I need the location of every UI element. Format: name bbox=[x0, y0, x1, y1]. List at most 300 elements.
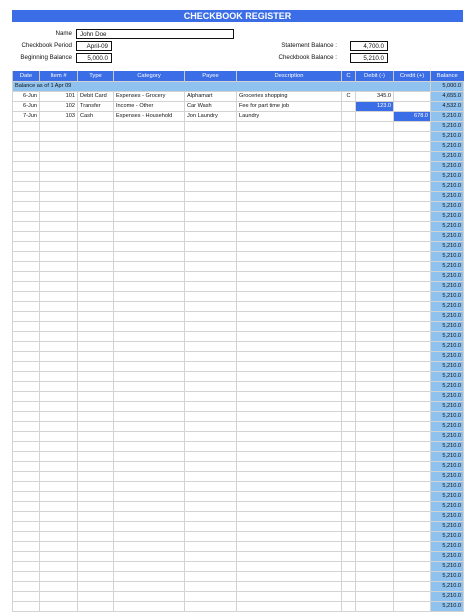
table-row[interactable] bbox=[13, 542, 464, 552]
cell-empty[interactable] bbox=[394, 142, 431, 152]
cell-empty[interactable] bbox=[185, 482, 237, 492]
cell-empty[interactable] bbox=[185, 422, 237, 432]
cell-empty[interactable] bbox=[78, 532, 114, 542]
cell-empty[interactable] bbox=[185, 502, 237, 512]
cell-empty[interactable] bbox=[356, 472, 394, 482]
cell-empty[interactable] bbox=[237, 382, 342, 392]
cell-empty[interactable] bbox=[237, 502, 342, 512]
cell-c[interactable]: C bbox=[342, 92, 356, 102]
cell-empty[interactable] bbox=[342, 152, 356, 162]
cell-empty[interactable] bbox=[342, 282, 356, 292]
cell-category[interactable]: Expenses - Household bbox=[114, 112, 185, 122]
col-description[interactable]: Description bbox=[237, 71, 342, 82]
table-row[interactable] bbox=[13, 212, 464, 222]
cell-empty[interactable] bbox=[185, 152, 237, 162]
cell-empty[interactable] bbox=[114, 372, 185, 382]
cell-empty[interactable] bbox=[13, 372, 40, 382]
cell-credit[interactable]: 678.0 bbox=[394, 112, 431, 122]
cell-empty[interactable] bbox=[394, 562, 431, 572]
cell-empty[interactable] bbox=[114, 602, 185, 612]
cell-empty[interactable] bbox=[342, 562, 356, 572]
cell-empty[interactable] bbox=[342, 122, 356, 132]
cell-empty[interactable] bbox=[114, 412, 185, 422]
cell-empty[interactable] bbox=[114, 362, 185, 372]
table-row[interactable] bbox=[13, 312, 464, 322]
table-row[interactable] bbox=[13, 132, 464, 142]
cell-empty[interactable] bbox=[40, 292, 78, 302]
cell-empty[interactable] bbox=[342, 372, 356, 382]
cell-empty[interactable] bbox=[342, 192, 356, 202]
cell-empty[interactable] bbox=[237, 512, 342, 522]
cell-empty[interactable] bbox=[185, 272, 237, 282]
cell-empty[interactable] bbox=[356, 282, 394, 292]
cell-empty[interactable] bbox=[13, 502, 40, 512]
cell-empty[interactable] bbox=[13, 512, 40, 522]
cell-empty[interactable] bbox=[78, 542, 114, 552]
cell-empty[interactable] bbox=[114, 312, 185, 322]
cell-empty[interactable] bbox=[356, 542, 394, 552]
cell-c[interactable] bbox=[342, 102, 356, 112]
cell-payee[interactable]: Car Wash bbox=[185, 102, 237, 112]
cell-empty[interactable] bbox=[356, 572, 394, 582]
cell-empty[interactable] bbox=[13, 542, 40, 552]
table-row[interactable] bbox=[13, 292, 464, 302]
beginning-balance-input[interactable]: 5,000.0 bbox=[76, 53, 112, 63]
cell-empty[interactable] bbox=[185, 512, 237, 522]
cell-empty[interactable] bbox=[356, 412, 394, 422]
cell-empty[interactable] bbox=[114, 272, 185, 282]
cell-empty[interactable] bbox=[78, 152, 114, 162]
table-row[interactable] bbox=[13, 562, 464, 572]
cell-empty[interactable] bbox=[237, 462, 342, 472]
cell-empty[interactable] bbox=[342, 472, 356, 482]
cell-empty[interactable] bbox=[237, 132, 342, 142]
cell-empty[interactable] bbox=[356, 512, 394, 522]
cell-empty[interactable] bbox=[78, 412, 114, 422]
cell-empty[interactable] bbox=[356, 232, 394, 242]
cell-empty[interactable] bbox=[114, 562, 185, 572]
cell-empty[interactable] bbox=[114, 502, 185, 512]
table-row[interactable] bbox=[13, 142, 464, 152]
cell-empty[interactable] bbox=[78, 432, 114, 442]
table-row[interactable] bbox=[13, 272, 464, 282]
cell-category[interactable]: Expenses - Grocery bbox=[114, 92, 185, 102]
cell-empty[interactable] bbox=[394, 412, 431, 422]
cell-empty[interactable] bbox=[342, 182, 356, 192]
cell-empty[interactable] bbox=[40, 222, 78, 232]
cell-empty[interactable] bbox=[40, 132, 78, 142]
cell-empty[interactable] bbox=[237, 262, 342, 272]
cell-empty[interactable] bbox=[13, 462, 40, 472]
cell-empty[interactable] bbox=[13, 362, 40, 372]
cell-empty[interactable] bbox=[114, 532, 185, 542]
cell-empty[interactable] bbox=[394, 352, 431, 362]
table-row[interactable] bbox=[13, 442, 464, 452]
cell-empty[interactable] bbox=[40, 532, 78, 542]
cell-empty[interactable] bbox=[356, 392, 394, 402]
table-row[interactable] bbox=[13, 112, 464, 122]
table-row[interactable] bbox=[13, 512, 464, 522]
cell-empty[interactable] bbox=[78, 172, 114, 182]
cell-empty[interactable] bbox=[237, 492, 342, 502]
cell-empty[interactable] bbox=[356, 202, 394, 212]
cell-empty[interactable] bbox=[78, 282, 114, 292]
cell-empty[interactable] bbox=[356, 162, 394, 172]
cell-empty[interactable] bbox=[356, 562, 394, 572]
cell-empty[interactable] bbox=[40, 332, 78, 342]
cell-empty[interactable] bbox=[114, 142, 185, 152]
cell-empty[interactable] bbox=[185, 362, 237, 372]
cell-empty[interactable] bbox=[78, 502, 114, 512]
cell-empty[interactable] bbox=[114, 522, 185, 532]
cell-empty[interactable] bbox=[356, 242, 394, 252]
cell-empty[interactable] bbox=[394, 402, 431, 412]
table-row[interactable] bbox=[13, 372, 464, 382]
cell-empty[interactable] bbox=[114, 542, 185, 552]
cell-empty[interactable] bbox=[78, 472, 114, 482]
cell-empty[interactable] bbox=[185, 592, 237, 602]
cell-empty[interactable] bbox=[40, 142, 78, 152]
cell-empty[interactable] bbox=[394, 332, 431, 342]
cell-empty[interactable] bbox=[342, 422, 356, 432]
cell-item[interactable]: 103 bbox=[40, 112, 78, 122]
cell-empty[interactable] bbox=[394, 522, 431, 532]
cell-empty[interactable] bbox=[114, 472, 185, 482]
cell-empty[interactable] bbox=[114, 352, 185, 362]
cell-empty[interactable] bbox=[114, 122, 185, 132]
cell-empty[interactable] bbox=[342, 402, 356, 412]
cell-empty[interactable] bbox=[356, 422, 394, 432]
cell-empty[interactable] bbox=[13, 232, 40, 242]
cell-empty[interactable] bbox=[356, 152, 394, 162]
cell-empty[interactable] bbox=[394, 602, 431, 612]
cell-empty[interactable] bbox=[185, 532, 237, 542]
cell-empty[interactable] bbox=[342, 172, 356, 182]
cell-empty[interactable] bbox=[185, 162, 237, 172]
cell-empty[interactable] bbox=[342, 202, 356, 212]
cell-empty[interactable] bbox=[13, 142, 40, 152]
cell-empty[interactable] bbox=[342, 512, 356, 522]
cell-empty[interactable] bbox=[78, 332, 114, 342]
cell-empty[interactable] bbox=[114, 322, 185, 332]
cell-empty[interactable] bbox=[40, 452, 78, 462]
cell-empty[interactable] bbox=[356, 592, 394, 602]
cell-empty[interactable] bbox=[237, 122, 342, 132]
table-row[interactable] bbox=[13, 412, 464, 422]
cell-empty[interactable] bbox=[185, 542, 237, 552]
cell-empty[interactable] bbox=[237, 472, 342, 482]
cell-empty[interactable] bbox=[237, 322, 342, 332]
cell-description[interactable]: Groceries shopping bbox=[237, 92, 342, 102]
table-row[interactable] bbox=[13, 362, 464, 372]
cell-empty[interactable] bbox=[237, 162, 342, 172]
cell-empty[interactable] bbox=[356, 462, 394, 472]
cell-debit[interactable]: 345.0 bbox=[356, 92, 394, 102]
cell-empty[interactable] bbox=[356, 382, 394, 392]
cell-empty[interactable] bbox=[237, 452, 342, 462]
cell-empty[interactable] bbox=[40, 192, 78, 202]
cell-empty[interactable] bbox=[356, 312, 394, 322]
cell-empty[interactable] bbox=[40, 472, 78, 482]
table-row[interactable] bbox=[13, 242, 464, 252]
cell-empty[interactable] bbox=[237, 222, 342, 232]
cell-empty[interactable] bbox=[394, 272, 431, 282]
cell-empty[interactable] bbox=[356, 212, 394, 222]
cell-payee[interactable]: Jon Laundry bbox=[185, 112, 237, 122]
cell-empty[interactable] bbox=[78, 512, 114, 522]
cell-empty[interactable] bbox=[114, 422, 185, 432]
cell-empty[interactable] bbox=[394, 322, 431, 332]
cell-empty[interactable] bbox=[78, 562, 114, 572]
cell-empty[interactable] bbox=[13, 552, 40, 562]
cell-empty[interactable] bbox=[394, 342, 431, 352]
cell-empty[interactable] bbox=[78, 242, 114, 252]
cell-empty[interactable] bbox=[114, 592, 185, 602]
cell-empty[interactable] bbox=[40, 482, 78, 492]
cell-empty[interactable] bbox=[185, 602, 237, 612]
table-row[interactable] bbox=[13, 382, 464, 392]
cell-empty[interactable] bbox=[185, 222, 237, 232]
table-row[interactable] bbox=[13, 472, 464, 482]
cell-empty[interactable] bbox=[40, 202, 78, 212]
cell-empty[interactable] bbox=[185, 582, 237, 592]
cell-empty[interactable] bbox=[342, 232, 356, 242]
cell-empty[interactable] bbox=[342, 392, 356, 402]
cell-empty[interactable] bbox=[13, 222, 40, 232]
cell-empty[interactable] bbox=[394, 432, 431, 442]
cell-empty[interactable] bbox=[13, 152, 40, 162]
cell-empty[interactable] bbox=[185, 372, 237, 382]
cell-empty[interactable] bbox=[356, 532, 394, 542]
cell-description[interactable]: Laundry bbox=[237, 112, 342, 122]
cell-empty[interactable] bbox=[78, 132, 114, 142]
cell-empty[interactable] bbox=[13, 422, 40, 432]
cell-empty[interactable] bbox=[40, 372, 78, 382]
cell-empty[interactable] bbox=[394, 542, 431, 552]
cell-empty[interactable] bbox=[394, 532, 431, 542]
cell-empty[interactable] bbox=[356, 302, 394, 312]
table-row[interactable] bbox=[13, 92, 464, 102]
cell-empty[interactable] bbox=[13, 482, 40, 492]
cell-empty[interactable] bbox=[394, 462, 431, 472]
table-row[interactable] bbox=[13, 582, 464, 592]
cell-empty[interactable] bbox=[394, 502, 431, 512]
cell-empty[interactable] bbox=[342, 442, 356, 452]
cell-empty[interactable] bbox=[342, 222, 356, 232]
cell-empty[interactable] bbox=[394, 192, 431, 202]
cell-empty[interactable] bbox=[185, 262, 237, 272]
cell-empty[interactable] bbox=[356, 342, 394, 352]
cell-empty[interactable] bbox=[394, 202, 431, 212]
cell-empty[interactable] bbox=[40, 182, 78, 192]
cell-empty[interactable] bbox=[13, 432, 40, 442]
period-input[interactable]: April-09 bbox=[76, 41, 112, 51]
cell-empty[interactable] bbox=[13, 592, 40, 602]
cell-debit[interactable] bbox=[356, 112, 394, 122]
cell-empty[interactable] bbox=[40, 282, 78, 292]
cell-empty[interactable] bbox=[114, 202, 185, 212]
cell-empty[interactable] bbox=[40, 512, 78, 522]
cell-empty[interactable] bbox=[237, 362, 342, 372]
cell-empty[interactable] bbox=[13, 602, 40, 612]
cell-empty[interactable] bbox=[78, 252, 114, 262]
cell-empty[interactable] bbox=[13, 332, 40, 342]
cell-empty[interactable] bbox=[356, 142, 394, 152]
cell-empty[interactable] bbox=[237, 292, 342, 302]
cell-empty[interactable] bbox=[237, 152, 342, 162]
table-row[interactable] bbox=[13, 522, 464, 532]
cell-empty[interactable] bbox=[342, 582, 356, 592]
cell-empty[interactable] bbox=[13, 132, 40, 142]
cell-empty[interactable] bbox=[356, 292, 394, 302]
col-payee[interactable]: Payee bbox=[185, 71, 237, 82]
cell-empty[interactable] bbox=[356, 492, 394, 502]
cell-empty[interactable] bbox=[13, 172, 40, 182]
cell-empty[interactable] bbox=[185, 212, 237, 222]
cell-empty[interactable] bbox=[342, 452, 356, 462]
table-row[interactable] bbox=[13, 592, 464, 602]
cell-empty[interactable] bbox=[394, 382, 431, 392]
cell-empty[interactable] bbox=[185, 442, 237, 452]
cell-empty[interactable] bbox=[394, 452, 431, 462]
cell-empty[interactable] bbox=[342, 252, 356, 262]
table-row[interactable] bbox=[13, 162, 464, 172]
cell-empty[interactable] bbox=[185, 472, 237, 482]
cell-empty[interactable] bbox=[342, 332, 356, 342]
table-row[interactable] bbox=[13, 402, 464, 412]
cell-empty[interactable] bbox=[237, 212, 342, 222]
cell-empty[interactable] bbox=[185, 192, 237, 202]
cell-empty[interactable] bbox=[394, 582, 431, 592]
cell-empty[interactable] bbox=[13, 492, 40, 502]
cell-empty[interactable] bbox=[78, 342, 114, 352]
cell-empty[interactable] bbox=[185, 242, 237, 252]
cell-empty[interactable] bbox=[394, 152, 431, 162]
cell-empty[interactable] bbox=[40, 162, 78, 172]
cell-empty[interactable] bbox=[114, 382, 185, 392]
cell-empty[interactable] bbox=[237, 352, 342, 362]
cell-empty[interactable] bbox=[356, 582, 394, 592]
table-row[interactable] bbox=[13, 282, 464, 292]
cell-empty[interactable] bbox=[185, 492, 237, 502]
cell-empty[interactable] bbox=[13, 442, 40, 452]
cell-empty[interactable] bbox=[78, 572, 114, 582]
cell-empty[interactable] bbox=[237, 182, 342, 192]
table-row[interactable] bbox=[13, 352, 464, 362]
cell-empty[interactable] bbox=[237, 332, 342, 342]
cell-empty[interactable] bbox=[394, 222, 431, 232]
cell-empty[interactable] bbox=[356, 272, 394, 282]
table-row[interactable] bbox=[13, 502, 464, 512]
cell-empty[interactable] bbox=[40, 172, 78, 182]
cell-empty[interactable] bbox=[394, 282, 431, 292]
cell-empty[interactable] bbox=[185, 332, 237, 342]
cell-item[interactable]: 102 bbox=[40, 102, 78, 112]
cell-empty[interactable] bbox=[185, 232, 237, 242]
name-input[interactable]: John Doe bbox=[76, 29, 234, 39]
cell-empty[interactable] bbox=[356, 122, 394, 132]
cell-empty[interactable] bbox=[185, 202, 237, 212]
table-row[interactable] bbox=[13, 552, 464, 562]
cell-empty[interactable] bbox=[237, 142, 342, 152]
cell-empty[interactable] bbox=[13, 522, 40, 532]
cell-empty[interactable] bbox=[78, 202, 114, 212]
cell-empty[interactable] bbox=[237, 552, 342, 562]
cell-empty[interactable] bbox=[185, 312, 237, 322]
cell-empty[interactable] bbox=[78, 422, 114, 432]
cell-empty[interactable] bbox=[237, 202, 342, 212]
table-row[interactable] bbox=[13, 452, 464, 462]
cell-empty[interactable] bbox=[185, 352, 237, 362]
cell-category[interactable]: Income - Other bbox=[114, 102, 185, 112]
cell-empty[interactable] bbox=[114, 582, 185, 592]
cell-empty[interactable] bbox=[237, 232, 342, 242]
cell-empty[interactable] bbox=[13, 582, 40, 592]
cell-empty[interactable] bbox=[185, 142, 237, 152]
col-balance[interactable]: Balance bbox=[431, 71, 464, 82]
cell-empty[interactable] bbox=[13, 282, 40, 292]
cell-empty[interactable] bbox=[342, 592, 356, 602]
cell-empty[interactable] bbox=[13, 562, 40, 572]
cell-empty[interactable] bbox=[342, 272, 356, 282]
cell-empty[interactable] bbox=[78, 302, 114, 312]
cell-empty[interactable] bbox=[13, 192, 40, 202]
cell-empty[interactable] bbox=[356, 262, 394, 272]
cell-empty[interactable] bbox=[40, 312, 78, 322]
cell-empty[interactable] bbox=[342, 362, 356, 372]
cell-empty[interactable] bbox=[13, 292, 40, 302]
cell-empty[interactable] bbox=[185, 552, 237, 562]
cell-empty[interactable] bbox=[114, 232, 185, 242]
table-row[interactable] bbox=[13, 152, 464, 162]
table-row[interactable] bbox=[13, 102, 464, 112]
cell-empty[interactable] bbox=[114, 152, 185, 162]
cell-empty[interactable] bbox=[13, 312, 40, 322]
cell-empty[interactable] bbox=[185, 342, 237, 352]
cell-empty[interactable] bbox=[342, 432, 356, 442]
cell-empty[interactable] bbox=[342, 552, 356, 562]
cell-empty[interactable] bbox=[356, 442, 394, 452]
cell-empty[interactable] bbox=[40, 152, 78, 162]
cell-empty[interactable] bbox=[356, 192, 394, 202]
cell-empty[interactable] bbox=[78, 142, 114, 152]
cell-empty[interactable] bbox=[78, 292, 114, 302]
cell-empty[interactable] bbox=[78, 582, 114, 592]
cell-empty[interactable] bbox=[237, 282, 342, 292]
cell-empty[interactable] bbox=[394, 232, 431, 242]
cell-empty[interactable] bbox=[237, 572, 342, 582]
table-row[interactable] bbox=[13, 182, 464, 192]
cell-empty[interactable] bbox=[394, 212, 431, 222]
cell-empty[interactable] bbox=[342, 132, 356, 142]
cell-empty[interactable] bbox=[114, 462, 185, 472]
cell-empty[interactable] bbox=[185, 562, 237, 572]
cell-empty[interactable] bbox=[13, 252, 40, 262]
cell-empty[interactable] bbox=[40, 462, 78, 472]
cell-empty[interactable] bbox=[394, 292, 431, 302]
cell-empty[interactable] bbox=[342, 312, 356, 322]
cell-empty[interactable] bbox=[114, 332, 185, 342]
cell-empty[interactable] bbox=[13, 392, 40, 402]
cell-empty[interactable] bbox=[40, 272, 78, 282]
cell-empty[interactable] bbox=[394, 442, 431, 452]
table-row[interactable] bbox=[13, 202, 464, 212]
cell-empty[interactable] bbox=[40, 352, 78, 362]
table-row[interactable] bbox=[13, 322, 464, 332]
cell-date[interactable]: 6-Jun bbox=[13, 102, 40, 112]
cell-empty[interactable] bbox=[40, 262, 78, 272]
cell-empty[interactable] bbox=[342, 522, 356, 532]
